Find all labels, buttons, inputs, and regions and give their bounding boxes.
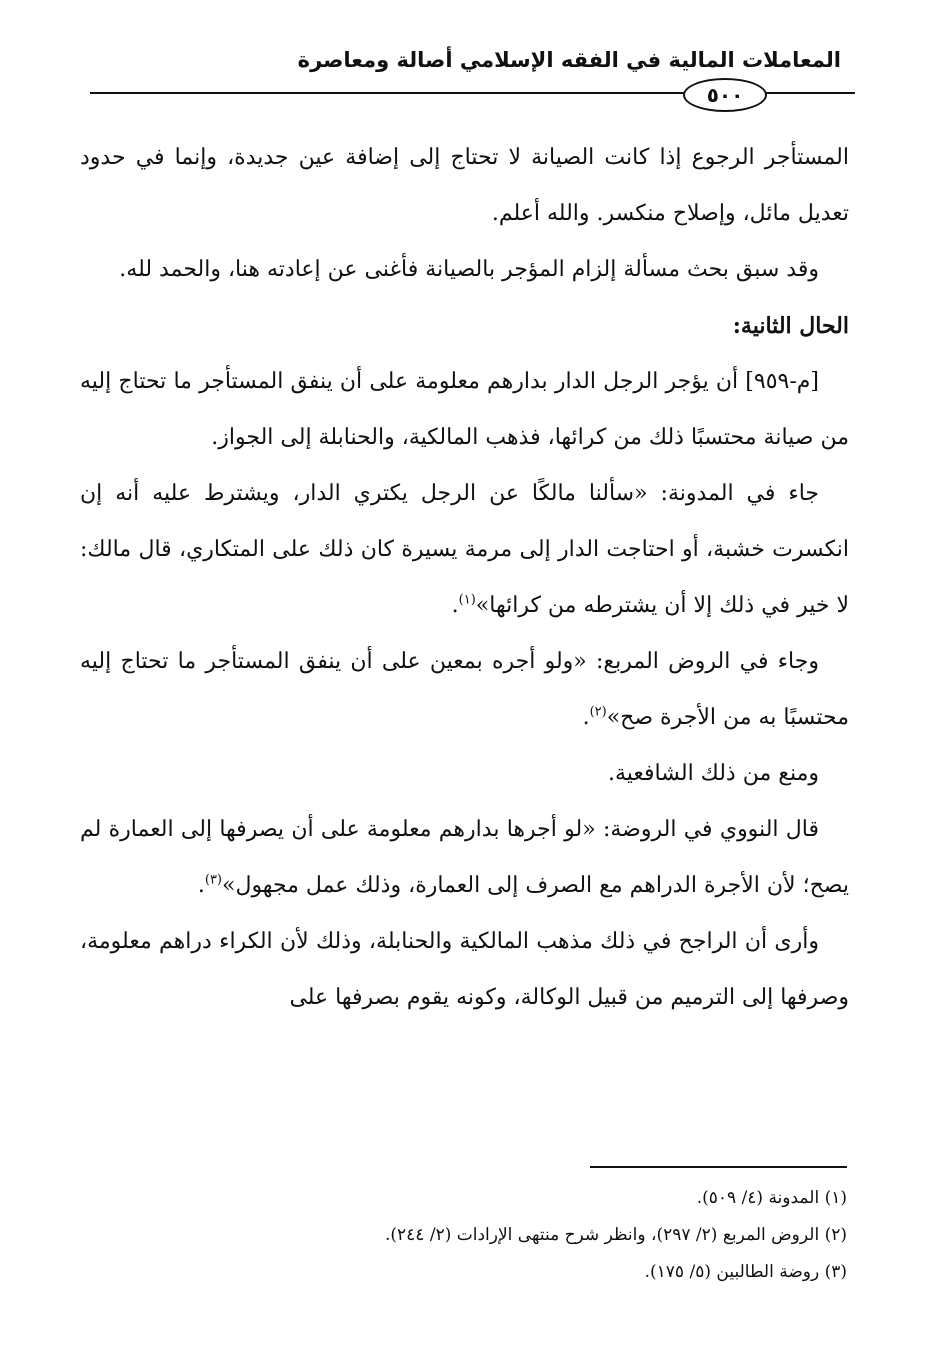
main-text	[80, 130, 849, 1026]
paragraph-text: جاء في المدونة: «سألنا مالكًا عن الرجل يكتري الدار، ويشترط عليه أنه إن انكسرت خشبة، أو احتاجت الدار إلى مرمة يسيرة كان ذلك على المتكاري، قال مالك: لا خير في ذلك إلا أن يشترطه من كرائها»	[80, 481, 849, 618]
footnote-divider	[590, 1166, 847, 1168]
paragraph-quote	[80, 466, 849, 634]
page-number-badge: ٥٠٠	[683, 78, 767, 112]
paragraph: ومنع من ذلك الشافعية.	[607, 761, 819, 786]
paragraph-tail: .	[582, 705, 590, 730]
footnote-marker: (٣)	[204, 872, 222, 888]
paragraph-text: وجاء في الروض المربع: «ولو أجره بمعين على أن ينفق المستأجر ما تحتاج إليه محتسبًا به من الأجرة صح»	[80, 649, 849, 730]
paragraph-tail: .	[197, 873, 205, 898]
footnote: (٢) الروض المربع (٢/ ٢٩٧)، وانظر شرح منتهى الإرادات (٢/ ٢٤٤).	[384, 1225, 847, 1245]
footnote: (٣) روضة الطالبين (٥/ ١٧٥).	[644, 1262, 847, 1282]
running-header-title: المعاملات المالية في الفقه الإسلامي أصالة ومعاصرة	[297, 48, 841, 72]
footnotes	[80, 1180, 847, 1291]
section-heading: الحال الثانية:	[732, 313, 849, 339]
footnote-marker: (٢)	[589, 704, 607, 720]
footnote: (١) المدونة (٤/ ٥٠٩).	[696, 1188, 847, 1208]
paragraph: وقد سبق بحث مسألة إلزام المؤجر بالصيانة فأغنى عن إعادته هنا، والحمد لله.	[119, 257, 819, 282]
paragraph-quote	[80, 634, 849, 746]
paragraph-quote	[80, 802, 849, 914]
paragraph: المستأجر الرجوع إذا كانت الصيانة لا تحتاج إلى إضافة عين جديدة، وإنما في حدود تعديل مائل، وإصلاح منكسر. والله أعلم.	[80, 145, 849, 226]
paragraph-text: قال النووي في الروضة: «لو أجرها بدارهم معلومة على أن يصرفها إلى العمارة لم يصح؛ لأن الأجرة الدراهم مع الصرف إلى العمارة، وذلك عمل مجهول»	[80, 817, 849, 898]
paragraph: [م-٩٥٩] أن يؤجر الرجل الدار بدارهم معلومة على أن ينفق المستأجر ما تحتاج إليه من صيانة محتسبًا ذلك من كرائها، فذهب المالكية، والحنابلة إلى الجواز.	[80, 369, 849, 450]
paragraph-tail: .	[451, 593, 459, 618]
paragraph: وأرى أن الراجح في ذلك مذهب المالكية والحنابلة، وذلك لأن الكراء دراهم معلومة، وصرفها إلى الترميم من قبيل الوكالة، وكونه يقوم بصرفها على	[80, 929, 849, 1010]
footnote-marker: (١)	[458, 592, 476, 608]
